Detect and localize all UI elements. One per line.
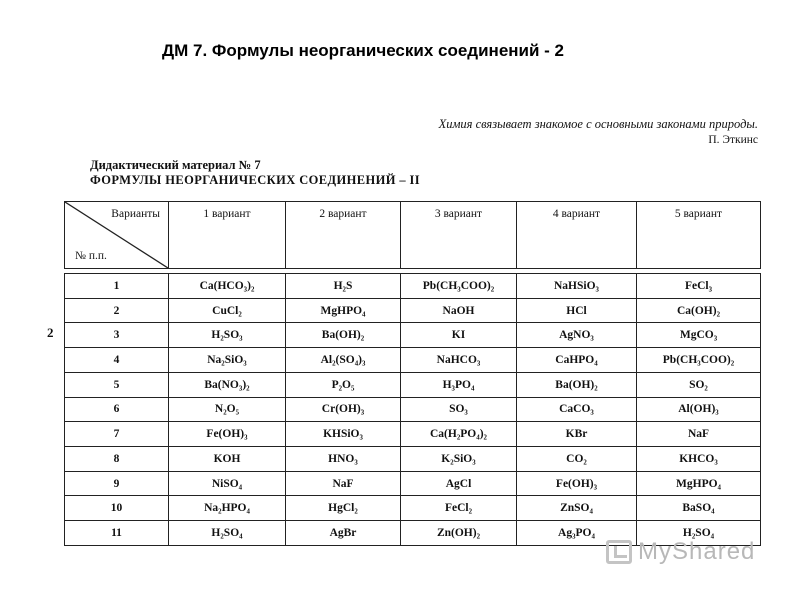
formula-cell: HNO₃	[286, 447, 401, 472]
row-number-cell: 2	[65, 298, 169, 323]
formula-cell: H₂SO₄	[637, 521, 761, 546]
row-number-cell: 3	[65, 323, 169, 348]
document-heading-line1: Дидактический материал № 7	[90, 158, 261, 172]
formula-cell: Ca(H₂PO₄)₂	[401, 422, 517, 447]
row-number-cell: 8	[65, 447, 169, 472]
row-number-cell: 4	[65, 348, 169, 373]
column-header: 4 вариант	[517, 202, 637, 269]
formula-cell: KOH	[169, 447, 286, 472]
formula-cell: CO₂	[517, 447, 637, 472]
formula-cell: Cr(OH)₃	[286, 397, 401, 422]
formula-cell: FeCl₃	[637, 274, 761, 299]
formula-cell: NaF	[286, 471, 401, 496]
formula-cell: KHSiO₃	[286, 422, 401, 447]
table-row	[65, 496, 761, 521]
formula-cell: SO₂	[637, 372, 761, 397]
table-row	[65, 323, 761, 348]
formula-cell: Ca(HCO₃)₂	[169, 274, 286, 299]
table-row	[65, 422, 761, 447]
formula-cell: AgNO₃	[517, 323, 637, 348]
row-number-cell: 7	[65, 422, 169, 447]
document-heading-line2: ФОРМУЛЫ НЕОРГАНИЧЕСКИХ СОЕДИНЕНИЙ – II	[90, 173, 421, 187]
formula-cell: MgHPO₄	[286, 298, 401, 323]
formula-cell: AgBr	[286, 521, 401, 546]
table-row	[65, 447, 761, 472]
formula-cell: H₂S	[286, 274, 401, 299]
formula-cell: HgCl₂	[286, 496, 401, 521]
row-number-cell: 6	[65, 397, 169, 422]
formula-cell: Al(OH)₃	[637, 397, 761, 422]
formula-cell: Na₂SiO₃	[169, 348, 286, 373]
formula-cell: H₃PO₄	[401, 372, 517, 397]
formula-cell: NiSO₄	[169, 471, 286, 496]
row-number-cell: 9	[65, 471, 169, 496]
row-number-cell: 11	[65, 521, 169, 546]
corner-label-number: № п.п.	[75, 250, 107, 262]
row-number-cell: 5	[65, 372, 169, 397]
formula-cell: MgHPO₄	[637, 471, 761, 496]
formula-cell: NaOH	[401, 298, 517, 323]
formula-cell: AgCl	[401, 471, 517, 496]
column-header: 3 вариант	[401, 202, 517, 269]
formula-cell: Zn(OH)₂	[401, 521, 517, 546]
formulas-table	[64, 201, 761, 546]
column-header: 2 вариант	[286, 202, 401, 269]
table-row	[65, 298, 761, 323]
presentation-icon	[606, 540, 632, 564]
row-number-cell: 10	[65, 496, 169, 521]
stray-mark: 2	[47, 325, 54, 340]
formula-cell: Pb(CH₃COO)₂	[401, 274, 517, 299]
formula-cell: FeCl₂	[401, 496, 517, 521]
epigraph-author: П. Эткинс	[708, 134, 758, 146]
formula-cell: H₂SO₄	[169, 521, 286, 546]
watermark-text: MyShared	[638, 538, 756, 565]
formula-cell: N₂O₅	[169, 397, 286, 422]
formula-cell: KI	[401, 323, 517, 348]
formula-cell: CaHPO₄	[517, 348, 637, 373]
formula-cell: MgCO₃	[637, 323, 761, 348]
column-header: 5 вариант	[637, 202, 761, 269]
table-corner-cell	[65, 202, 169, 269]
formula-cell: ZnSO₄	[517, 496, 637, 521]
watermark	[606, 538, 755, 566]
formula-cell: Ba(NO₃)₂	[169, 372, 286, 397]
table-row	[65, 274, 761, 299]
formula-cell: Fe(OH)₃	[169, 422, 286, 447]
formula-cell: CuCl₂	[169, 298, 286, 323]
epigraph	[439, 116, 758, 148]
slide-title: ДМ 7. Формулы неорганических соединений - 2	[162, 41, 564, 60]
table-row	[65, 372, 761, 397]
table-row	[65, 471, 761, 496]
formula-cell: NaHCO₃	[401, 348, 517, 373]
formula-cell: SO₃	[401, 397, 517, 422]
formula-cell: KBr	[517, 422, 637, 447]
formula-cell: P₂O₅	[286, 372, 401, 397]
formula-cell: Ag₃PO₄	[517, 521, 637, 546]
formula-cell: Fe(OH)₃	[517, 471, 637, 496]
corner-label-variants: Варианты	[111, 208, 160, 220]
formula-cell: Na₂HPO₄	[169, 496, 286, 521]
epigraph-quote: Химия связывает знакомое с основными законами природы.	[438, 117, 758, 131]
formula-cell: Al₂(SO₄)₃	[286, 348, 401, 373]
table-body	[65, 274, 761, 546]
formula-cell: NaF	[637, 422, 761, 447]
formula-cell: H₂SO₃	[169, 323, 286, 348]
column-header: 1 вариант	[169, 202, 286, 269]
table-row	[65, 397, 761, 422]
formula-cell: NaHSiO₃	[517, 274, 637, 299]
formula-cell: Pb(CH₃COO)₂	[637, 348, 761, 373]
formula-cell: Ba(OH)₂	[517, 372, 637, 397]
formula-cell: BaSO₄	[637, 496, 761, 521]
table-row	[65, 348, 761, 373]
formula-cell: CaCO₃	[517, 397, 637, 422]
document-heading	[90, 158, 420, 188]
formula-cell: HCl	[517, 298, 637, 323]
formula-cell: Ca(OH)₂	[637, 298, 761, 323]
formula-cell: K₂SiO₃	[401, 447, 517, 472]
table-header-row	[65, 202, 761, 269]
formula-cell: KHCO₃	[637, 447, 761, 472]
row-number-cell: 1	[65, 274, 169, 299]
formula-cell: Ba(OH)₂	[286, 323, 401, 348]
